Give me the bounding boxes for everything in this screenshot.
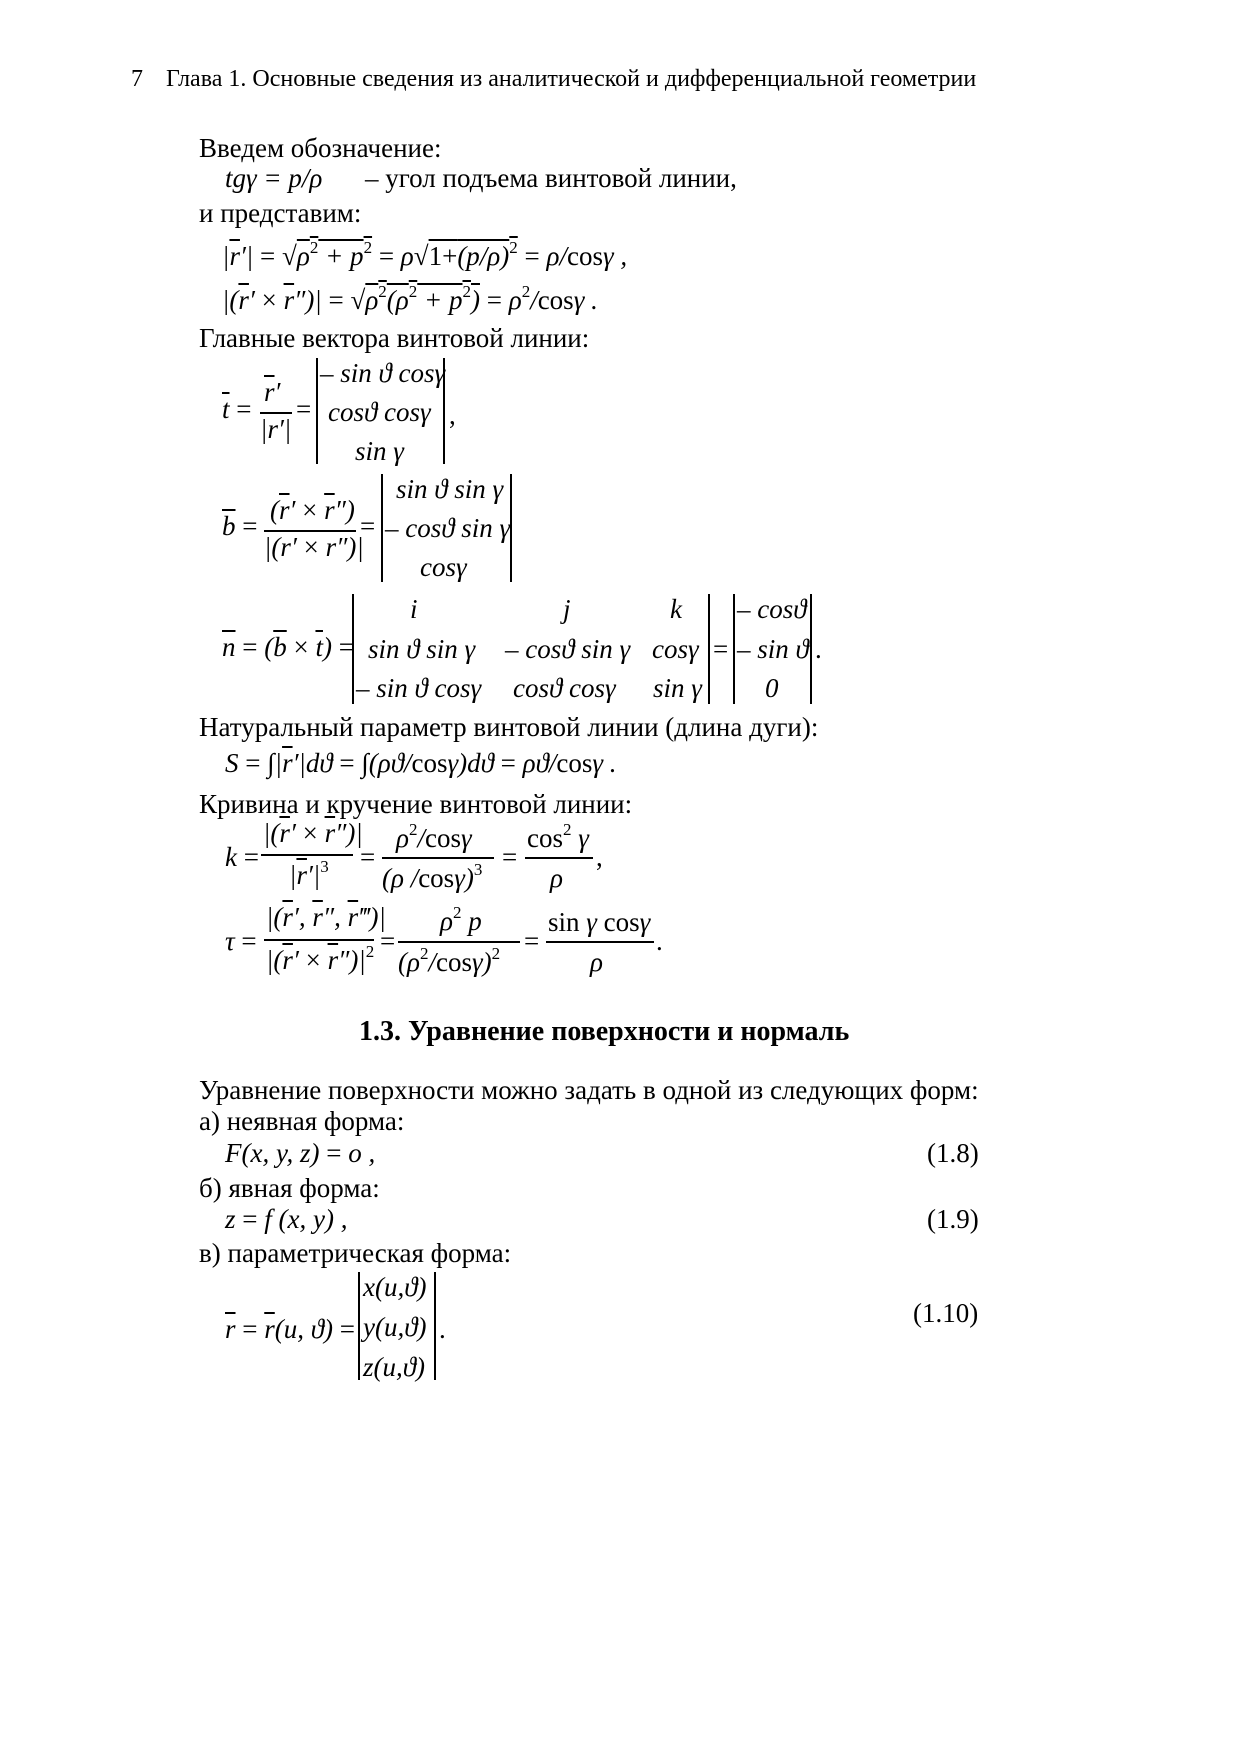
t-numerator: $\overline{r}'$ xyxy=(264,377,281,407)
tau-den-3: ρ xyxy=(590,947,603,977)
surface-intro-text: Уравнение поверхности можно задать в одной из следующих форм: xyxy=(199,1075,979,1105)
k-den-1: $|\overline{r}'|^3$ xyxy=(289,857,329,890)
n-row-3: 0 xyxy=(765,673,779,703)
b-denominator: $|(\overline{r}' \times \overline{r}'')|$ xyxy=(264,532,364,562)
k-num-1: $|(\overline{r}' \times \overline{r}'')|$ xyxy=(263,818,363,848)
det-r2-c1: sin ϑ sin γ xyxy=(368,634,476,664)
explicit-formula: z = f (x, y) , xyxy=(225,1204,348,1234)
det-j: j xyxy=(563,594,571,624)
b-row-1: sin ϑ sin γ xyxy=(396,474,504,504)
param-row-3: z(u,ϑ) xyxy=(363,1352,425,1382)
n-vector-lhs: $\overline{n} = (\overline{b} \times \overline{t})$ = xyxy=(222,632,354,662)
section-title: 1.3. Уравнение поверхности и нормаль xyxy=(359,1016,850,1047)
eq-number-1-10: (1.10) xyxy=(913,1298,979,1328)
angle-def-text: – угол подъема винтовой линии, xyxy=(365,163,737,193)
det-r3-c2: cosϑ cosγ xyxy=(513,673,616,703)
n-row-1: – cosϑ xyxy=(737,594,807,624)
k-num-3: $\cos^2 \gamma$ xyxy=(527,820,589,853)
tau-num-1: $|(\overline{r}'$, $\overline{r}''$, $\overline{r}‴)|$ xyxy=(266,902,386,932)
tau-den-2: $(\rho^2/\cos\gamma)^2$ xyxy=(398,944,501,977)
t-row-2: cosϑ cosγ xyxy=(328,397,431,427)
det-r2-c3: cosγ xyxy=(652,634,699,664)
t-row-3: sin γ xyxy=(355,436,404,466)
implicit-formula: F(x, y, z) = o , xyxy=(225,1138,376,1168)
implicit-form-text: а) неявная форма: xyxy=(199,1106,405,1136)
natural-param-text: Натуральный параметр винтовой линии (длина дуги): xyxy=(199,712,819,742)
b-row-3: cosγ xyxy=(420,552,467,582)
tau-den-1: $|(\overline{r}' \times \overline{r}'')|^2$ xyxy=(266,942,375,975)
tau-num-2: $\rho^2$ p xyxy=(440,903,482,936)
chapter-title: Глава 1. Основные сведения из аналитической и дифференциальной геометрии xyxy=(166,66,977,92)
tan-gamma-formula: tgγ = p/ρ xyxy=(225,163,323,193)
param-row-2: y(u,ϑ) xyxy=(363,1312,427,1342)
t-row-1: – sin ϑ cosγ xyxy=(320,358,446,388)
k-lhs: k = xyxy=(225,842,259,872)
det-i: i xyxy=(410,594,418,624)
page-number: 7 xyxy=(131,66,143,92)
det-r2-c2: – cosϑ sin γ xyxy=(505,634,631,664)
tau-lhs: τ = xyxy=(225,926,257,956)
parametric-form-text: в) параметрическая форма: xyxy=(199,1238,512,1268)
b-numerator: $(\overline{r}' \times \overline{r}'')$ xyxy=(270,495,355,525)
represent-text: и представим: xyxy=(199,198,362,228)
t-vector-lhs: $\overline{t}$ = xyxy=(222,394,252,424)
k-den-2: (ρ /cosγ)$^3$ xyxy=(382,860,483,893)
b-vector-lhs: $\overline{b}$ = xyxy=(222,511,258,541)
param-row-1: x(u,ϑ) xyxy=(363,1272,427,1302)
n-row-2: – sin ϑ xyxy=(737,634,809,664)
eq-number-1-8: (1.8) xyxy=(927,1138,979,1168)
explicit-form-text: б) явная форма: xyxy=(199,1173,380,1203)
main-vectors-text: Главные вектора винтовой линии: xyxy=(199,323,590,353)
arc-length-formula: $S = \int|\overline{r}'|dϑ = \int(\rho ϑ/\cos\gamma)dϑ = \rho ϑ/\cos\gamma$ . xyxy=(225,748,617,778)
t-denominator: $|\overline{r}'|$ xyxy=(260,414,292,444)
det-r3-c1: – sin ϑ cosγ xyxy=(356,673,482,703)
rprime-magnitude-formula: $|\overline{r}'| = √\rho^2 + p^2 = \rho√1+(p/\rho)^2 = \rho/\cos\gamma$ , xyxy=(222,238,628,271)
tau-num-3: sin γ cosγ xyxy=(548,907,651,937)
curvature-torsion-text: Кривина и кручение винтовой линии: xyxy=(199,789,633,819)
eq-number-1-9: (1.9) xyxy=(927,1204,979,1234)
parametric-lhs: $\overline{r} = \overline{r}(u$, ϑ) = xyxy=(225,1314,355,1344)
det-k: k xyxy=(670,594,682,624)
k-den-3: ρ xyxy=(550,863,563,893)
cross-magnitude-formula: $|(\overline{r}' \times \overline{r}'')| = √\rho^2(\rho^2 + p^2) = \rho^2/\cos\gamma$ . xyxy=(222,282,598,315)
det-r3-c3: sin γ xyxy=(653,673,702,703)
b-row-2: – cosϑ sin γ xyxy=(385,513,511,543)
intro-text: Введем обозначение: xyxy=(199,133,442,163)
k-num-2: $\rho^2$/cosγ xyxy=(396,820,472,853)
